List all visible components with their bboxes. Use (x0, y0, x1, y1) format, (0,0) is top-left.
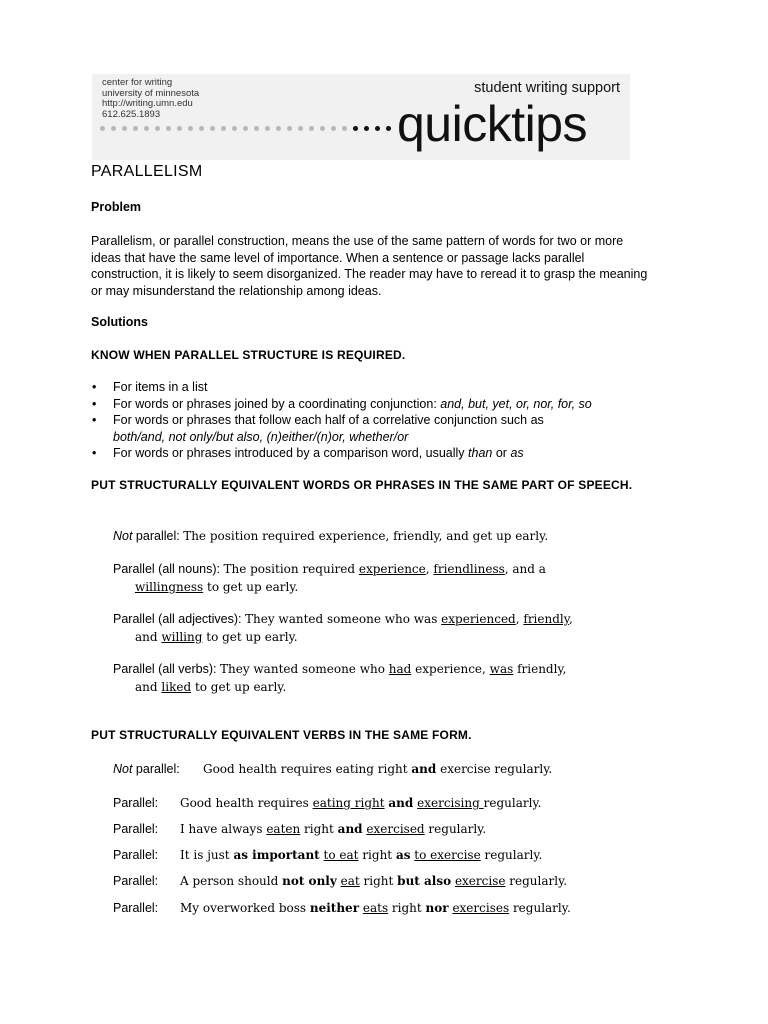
center-line: university of minnesota (102, 87, 200, 99)
dot-leader (100, 126, 391, 131)
verb-example-row: Parallel: My overworked boss neither eats right nor exercises regularly. (113, 901, 571, 915)
page-title: PARALLELISM (91, 163, 203, 180)
center-line: center for writing (102, 77, 173, 88)
verb-example-row: Parallel: Good health requires eating right and exercising regularly. (113, 796, 542, 810)
verb-example-row: Parallel: A person should not only eat right but also exercise regularly. (113, 874, 568, 888)
section-heading: PUT STRUCTURALLY EQUIVALENT WORDS OR PHRASES IN THE SAME PART OF SPEECH. (91, 478, 633, 492)
verb-example-row: Parallel: I have always eaten right and exercised regularly. (113, 822, 487, 836)
list-item: • For words or phrases joined by a coordinating conjunction: and, but, yet, or, nor, for, so (91, 396, 671, 413)
section-heading: KNOW WHEN PARALLEL STRUCTURE IS REQUIRED. (91, 348, 406, 362)
list-item: • For words or phrases that follow each half of a correlative conjunction such as both/and, not only/but also, (n)either/(n)or, whether/or (91, 412, 671, 445)
section-heading: PUT STRUCTURALLY EQUIVALENT VERBS IN THE SAME FORM. (91, 728, 472, 742)
center-line: http://writing.umn.edu (102, 98, 193, 109)
requirement-list (91, 379, 671, 462)
problem-text: Parallelism, or parallel construction, means the use of the same pattern of words for two or more ideas that have the same level of importance. When a sentence or passage lacks parallel construction, it is likely to seem disorganized. The reader may have to reread it to grasp the meaning or may misunderstand the relationship among ideas. (91, 234, 648, 298)
center-contact-info (102, 78, 199, 120)
example-verbs: Parallel (all verbs): They wanted someone who had experience, was friendly, and liked to get up early. (113, 662, 567, 694)
quicktips-logo: quicktips (397, 96, 588, 152)
example-nouns: Parallel (all nouns): The position required experience, friendliness, and a willingness to get up early. (113, 562, 546, 594)
center-line: 612.625.1893 (102, 108, 161, 120)
solutions-heading: Solutions (91, 315, 148, 329)
verb-example-row: Not parallel: Good health requires eating right and exercise regularly. (113, 762, 553, 776)
example-not-parallel: Not parallel: The position required experience, friendly, and get up early. (113, 529, 549, 543)
list-item: • For items in a list (91, 379, 671, 396)
problem-heading: Problem (91, 200, 142, 214)
example-adjectives: Parallel (all adjectives): They wanted someone who was experienced, friendly, and willing to get up early. (113, 612, 573, 644)
verb-example-row: Parallel: It is just as important to eat right as to exercise regularly. (113, 848, 543, 862)
student-writing-support: student writing support (474, 80, 620, 96)
quicktips-banner (92, 74, 630, 160)
list-item: • For words or phrases introduced by a comparison word, usually than or as (91, 445, 671, 462)
